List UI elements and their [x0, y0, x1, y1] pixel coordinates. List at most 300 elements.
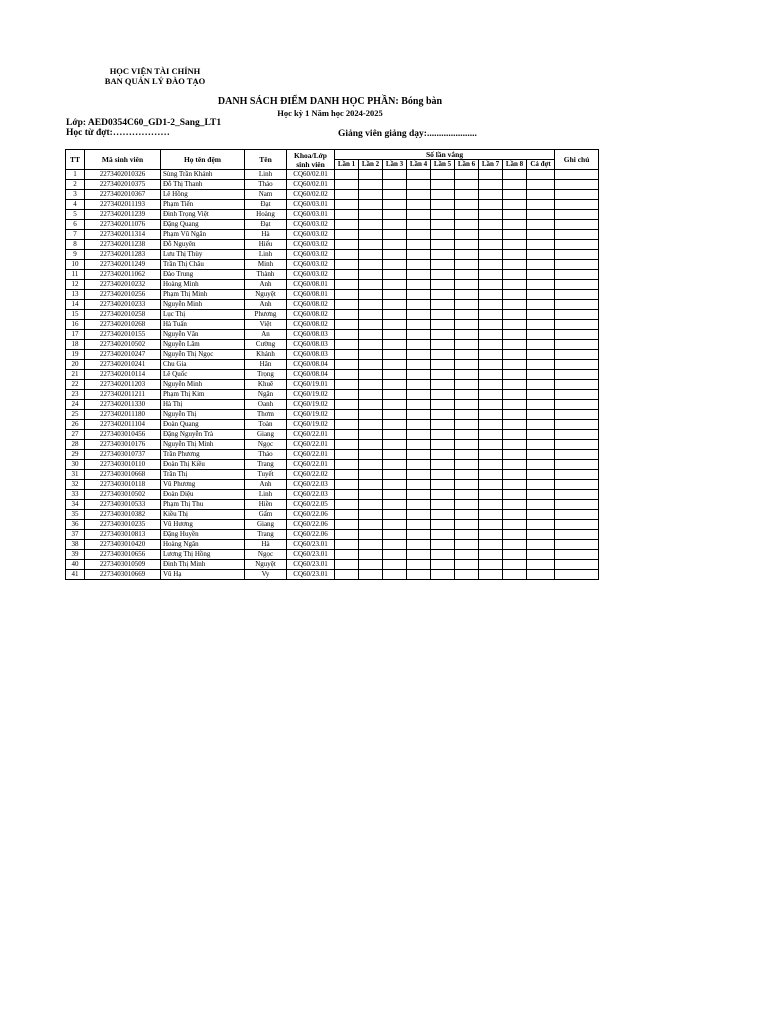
cell-student-id: 2273403010668 [85, 470, 161, 480]
cell-name: Trang [245, 460, 287, 470]
cell-absence [407, 520, 431, 530]
cell-note [555, 520, 599, 530]
cell-absence [335, 540, 359, 550]
cell-absence [383, 340, 407, 350]
cell-absence [407, 300, 431, 310]
cell-absence [335, 270, 359, 280]
cell-name: Giang [245, 520, 287, 530]
cell-absence [431, 190, 455, 200]
cell-absence [335, 370, 359, 380]
cell-name: Nguyệt [245, 560, 287, 570]
cell-tt: 22 [66, 380, 85, 390]
cell-student-id: 2273402010367 [85, 190, 161, 200]
cell-absence [431, 450, 455, 460]
cell-absence [503, 570, 527, 580]
cell-absence [455, 480, 479, 490]
cell-absence [431, 500, 455, 510]
cell-absence [503, 300, 527, 310]
table-row [66, 410, 599, 420]
cell-absence [431, 170, 455, 180]
attendance-table [65, 149, 599, 580]
cell-absence [335, 290, 359, 300]
cell-absence [407, 380, 431, 390]
cell-absence [455, 290, 479, 300]
cell-absence [479, 450, 503, 460]
cell-tt: 39 [66, 550, 85, 560]
cell-absence [527, 290, 555, 300]
cell-student-id: 2273402010233 [85, 300, 161, 310]
cell-absence [431, 420, 455, 430]
cell-tt: 4 [66, 200, 85, 210]
cell-absence [335, 360, 359, 370]
cell-tt: 38 [66, 540, 85, 550]
cell-absence [431, 560, 455, 570]
cell-surname: Đinh Thị Minh [161, 560, 245, 570]
cell-absence [527, 190, 555, 200]
cell-absence [335, 260, 359, 270]
header-absence-5: Lần 5 [431, 160, 455, 170]
cell-student-id: 2273402011104 [85, 420, 161, 430]
cell-student-id: 2273402011211 [85, 390, 161, 400]
cell-tt: 1 [66, 170, 85, 180]
cell-surname: Kiều Thị [161, 510, 245, 520]
cell-class: CQ60/22.02 [287, 470, 335, 480]
cell-surname: Lưu Thị Thùy [161, 250, 245, 260]
cell-absence [503, 490, 527, 500]
cell-surname: Trần Thị Châu [161, 260, 245, 270]
cell-absence [335, 390, 359, 400]
table-row [66, 570, 599, 580]
cell-absence [479, 180, 503, 190]
cell-absence [503, 290, 527, 300]
cell-absence [503, 500, 527, 510]
cell-absence [503, 170, 527, 180]
cell-absence [455, 570, 479, 580]
cell-name: Cường [245, 340, 287, 350]
cell-absence [479, 170, 503, 180]
cell-surname: Nguyễn Thị [161, 410, 245, 420]
cell-absence [335, 250, 359, 260]
cell-student-id: 2273403010656 [85, 550, 161, 560]
cell-absence [527, 310, 555, 320]
cell-absence [383, 220, 407, 230]
cell-tt: 26 [66, 420, 85, 430]
cell-absence [455, 530, 479, 540]
cell-note [555, 220, 599, 230]
cell-class: CQ60/23.01 [287, 540, 335, 550]
cell-absence [335, 320, 359, 330]
cell-class: CQ60/19.02 [287, 390, 335, 400]
cell-absence [383, 200, 407, 210]
cell-absence [383, 190, 407, 200]
cell-absence [455, 320, 479, 330]
cell-absence [431, 380, 455, 390]
cell-absence [503, 230, 527, 240]
cell-tt: 3 [66, 190, 85, 200]
cell-absence [335, 460, 359, 470]
cell-absence [407, 550, 431, 560]
cell-absence [383, 310, 407, 320]
org-name: HỌC VIỆN TÀI CHÍNH [109, 66, 201, 76]
cell-note [555, 340, 599, 350]
cell-absence [503, 180, 527, 190]
cell-absence [359, 440, 383, 450]
cell-tt: 19 [66, 350, 85, 360]
cell-class: CQ60/22.06 [287, 510, 335, 520]
cell-absence [407, 270, 431, 280]
cell-absence [455, 210, 479, 220]
cell-absence [407, 220, 431, 230]
cell-student-id: 2273403010456 [85, 430, 161, 440]
cell-absence [431, 260, 455, 270]
cell-absence [407, 450, 431, 460]
cell-class: CQ60/22.06 [287, 520, 335, 530]
cell-absence [431, 250, 455, 260]
cell-absence [479, 510, 503, 520]
cell-student-id: 2273403010118 [85, 480, 161, 490]
cell-class: CQ60/03.02 [287, 230, 335, 240]
cell-surname: Hoàng Minh [161, 280, 245, 290]
cell-absence [479, 350, 503, 360]
cell-absence [527, 330, 555, 340]
cell-tt: 35 [66, 510, 85, 520]
cell-absence [359, 340, 383, 350]
cell-absence [407, 430, 431, 440]
cell-absence [383, 570, 407, 580]
cell-class: CQ60/22.01 [287, 450, 335, 460]
cell-absence [455, 170, 479, 180]
cell-absence [479, 420, 503, 430]
cell-note [555, 400, 599, 410]
cell-name: Anh [245, 480, 287, 490]
cell-tt: 29 [66, 450, 85, 460]
cell-absence [455, 470, 479, 480]
cell-name: Vy [245, 570, 287, 580]
cell-absence [527, 430, 555, 440]
cell-note [555, 510, 599, 520]
cell-absence [527, 420, 555, 430]
cell-absence [359, 270, 383, 280]
cell-absence [407, 260, 431, 270]
cell-class: CQ60/08.04 [287, 360, 335, 370]
cell-student-id: 2273402010232 [85, 280, 161, 290]
cell-class: CQ60/08.03 [287, 330, 335, 340]
cell-absence [503, 220, 527, 230]
cell-absence [527, 220, 555, 230]
cell-surname: Chu Gia [161, 360, 245, 370]
cell-absence [455, 440, 479, 450]
cell-absence [479, 330, 503, 340]
cell-class: CQ60/08.01 [287, 280, 335, 290]
cell-surname: Nguyễn Thị Ngọc [161, 350, 245, 360]
cell-absence [335, 420, 359, 430]
cell-absence [503, 430, 527, 440]
table-row [66, 210, 599, 220]
cell-class: CQ60/22.01 [287, 460, 335, 470]
cell-name: Ngọc [245, 440, 287, 450]
cell-tt: 41 [66, 570, 85, 580]
cell-absence [407, 280, 431, 290]
cell-absence [335, 210, 359, 220]
cell-absence [503, 420, 527, 430]
cell-absence [359, 460, 383, 470]
cell-absence [359, 430, 383, 440]
cell-absence [359, 190, 383, 200]
cell-note [555, 440, 599, 450]
header-surname: Họ tên đệm [161, 150, 245, 170]
cell-student-id: 2273402010241 [85, 360, 161, 370]
cell-name: Anh [245, 300, 287, 310]
cell-absence [359, 410, 383, 420]
cell-absence [335, 380, 359, 390]
cell-absence [359, 330, 383, 340]
cell-absence [407, 440, 431, 450]
cell-class: CQ60/08.01 [287, 290, 335, 300]
cell-absence [479, 460, 503, 470]
cell-surname: Phạm Thị Thu [161, 500, 245, 510]
cell-absence [527, 520, 555, 530]
cell-absence [527, 390, 555, 400]
cell-absence [455, 410, 479, 420]
cell-name: Thơm [245, 410, 287, 420]
cell-absence [407, 500, 431, 510]
cell-name: Phương [245, 310, 287, 320]
cell-name: Thảo [245, 180, 287, 190]
cell-note [555, 550, 599, 560]
cell-tt: 11 [66, 270, 85, 280]
cell-surname: Vũ Hương [161, 520, 245, 530]
cell-absence [383, 450, 407, 460]
cell-absence [503, 310, 527, 320]
cell-class: CQ60/19.02 [287, 420, 335, 430]
cell-absence [407, 390, 431, 400]
cell-name: Giang [245, 430, 287, 440]
cell-absence [359, 180, 383, 190]
cell-absence [359, 540, 383, 550]
table-row [66, 300, 599, 310]
table-row [66, 340, 599, 350]
cell-absence [383, 210, 407, 220]
header-absence-6: Lần 6 [455, 160, 479, 170]
cell-class: CQ60/08.02 [287, 310, 335, 320]
cell-absence [455, 250, 479, 260]
cell-name: Linh [245, 250, 287, 260]
cell-absence [335, 180, 359, 190]
table-row [66, 560, 599, 570]
cell-surname: Lục Thị [161, 310, 245, 320]
cell-absence [383, 180, 407, 190]
cell-absence [431, 520, 455, 530]
cell-student-id: 2273402011203 [85, 380, 161, 390]
cell-class: CQ60/03.02 [287, 220, 335, 230]
cell-absence [335, 490, 359, 500]
cell-absence [503, 520, 527, 530]
cell-absence [503, 190, 527, 200]
cell-name: Đạt [245, 200, 287, 210]
table-row [66, 260, 599, 270]
cell-absence [431, 430, 455, 440]
cell-note [555, 300, 599, 310]
cell-absence [431, 330, 455, 340]
cell-absence [527, 280, 555, 290]
cell-surname: Đặng Huyền [161, 530, 245, 540]
cell-absence [383, 500, 407, 510]
cell-absence [359, 420, 383, 430]
cell-absence [479, 290, 503, 300]
cell-name: Toàn [245, 420, 287, 430]
header-student-id: Mã sinh viên [85, 150, 161, 170]
cell-absence [383, 490, 407, 500]
cell-note [555, 500, 599, 510]
cell-note [555, 540, 599, 550]
cell-absence [527, 170, 555, 180]
cell-absence [479, 220, 503, 230]
cell-absence [335, 560, 359, 570]
cell-absence [479, 300, 503, 310]
cell-absence [335, 190, 359, 200]
table-row [66, 400, 599, 410]
cell-absence [455, 380, 479, 390]
cell-student-id: 2273402010375 [85, 180, 161, 190]
cell-absence [527, 570, 555, 580]
cell-surname: Hoàng Ngân [161, 540, 245, 550]
cell-absence [503, 530, 527, 540]
cell-note [555, 350, 599, 360]
cell-absence [383, 250, 407, 260]
cell-absence [479, 320, 503, 330]
cell-absence [407, 340, 431, 350]
cell-absence [527, 200, 555, 210]
cell-absence [479, 210, 503, 220]
cell-class: CQ60/03.01 [287, 200, 335, 210]
cell-absence [503, 380, 527, 390]
cell-class: CQ60/03.02 [287, 270, 335, 280]
cell-absence [431, 570, 455, 580]
cell-absence [431, 300, 455, 310]
header-class [287, 150, 335, 170]
cell-absence [479, 280, 503, 290]
cell-class: CQ60/19.02 [287, 400, 335, 410]
cell-absence [455, 240, 479, 250]
cell-tt: 5 [66, 210, 85, 220]
header-absence-9: Cả đợt [527, 160, 555, 170]
cell-absence [335, 470, 359, 480]
cell-absence [383, 420, 407, 430]
cell-absence [503, 200, 527, 210]
table-row [66, 470, 599, 480]
cell-student-id: 2273402010114 [85, 370, 161, 380]
cell-absence [479, 410, 503, 420]
cell-student-id: 2273403010669 [85, 570, 161, 580]
cell-absence [503, 280, 527, 290]
cell-student-id: 2273402011314 [85, 230, 161, 240]
cell-absence [359, 450, 383, 460]
cell-name: Khánh [245, 350, 287, 360]
cell-absence [527, 250, 555, 260]
cell-absence [431, 230, 455, 240]
cell-surname: Đoàn Diệu [161, 490, 245, 500]
cell-absence [359, 350, 383, 360]
cell-class: CQ60/03.01 [287, 210, 335, 220]
cell-absence [503, 260, 527, 270]
cell-absence [503, 450, 527, 460]
cell-absence [431, 210, 455, 220]
cell-absence [359, 290, 383, 300]
cell-absence [407, 480, 431, 490]
cell-tt: 21 [66, 370, 85, 380]
cell-absence [383, 330, 407, 340]
cell-absence [503, 240, 527, 250]
cell-name: Hà [245, 540, 287, 550]
cell-absence [383, 440, 407, 450]
cell-absence [359, 320, 383, 330]
cell-tt: 30 [66, 460, 85, 470]
cell-absence [407, 510, 431, 520]
cell-absence [383, 230, 407, 240]
cell-tt: 15 [66, 310, 85, 320]
table-row [66, 270, 599, 280]
cell-absence [455, 180, 479, 190]
cell-absence [407, 410, 431, 420]
cell-absence [455, 360, 479, 370]
cell-tt: 33 [66, 490, 85, 500]
semester-label: Học kỳ 1 Năm học 2024-2025 [277, 108, 383, 118]
cell-absence [479, 550, 503, 560]
cell-class: CQ60/08.03 [287, 340, 335, 350]
cell-absence [335, 310, 359, 320]
cell-student-id: 2273402011239 [85, 210, 161, 220]
cell-student-id: 2273403010813 [85, 530, 161, 540]
cell-class: CQ60/23.01 [287, 560, 335, 570]
cell-note [555, 210, 599, 220]
cell-absence [479, 560, 503, 570]
cell-class: CQ60/22.03 [287, 480, 335, 490]
cell-absence [503, 250, 527, 260]
cell-student-id: 2273402010256 [85, 290, 161, 300]
cell-absence [455, 190, 479, 200]
cell-absence [431, 350, 455, 360]
cell-absence [359, 490, 383, 500]
cell-absence [527, 450, 555, 460]
table-row [66, 520, 599, 530]
cell-absence [335, 170, 359, 180]
cell-surname: Nguyễn Thị Minh [161, 440, 245, 450]
cell-absence [359, 500, 383, 510]
cell-absence [431, 480, 455, 490]
cell-absence [455, 350, 479, 360]
cell-note [555, 260, 599, 270]
cell-class: CQ60/02.02 [287, 190, 335, 200]
cell-absence [383, 480, 407, 490]
cell-tt: 24 [66, 400, 85, 410]
cell-absence [407, 460, 431, 470]
cell-absence [479, 540, 503, 550]
cell-name: Khuê [245, 380, 287, 390]
cell-absence [383, 560, 407, 570]
cell-absence [383, 460, 407, 470]
cell-name: Tuyết [245, 470, 287, 480]
cell-student-id: 2273402010268 [85, 320, 161, 330]
cell-absence [335, 440, 359, 450]
cell-tt: 20 [66, 360, 85, 370]
cell-absence [359, 170, 383, 180]
batch-label: Học từ đợt:……………… [66, 128, 170, 138]
cell-name: Oanh [245, 400, 287, 410]
cell-absence [503, 410, 527, 420]
table-row [66, 240, 599, 250]
cell-tt: 8 [66, 240, 85, 250]
cell-absence [359, 550, 383, 560]
